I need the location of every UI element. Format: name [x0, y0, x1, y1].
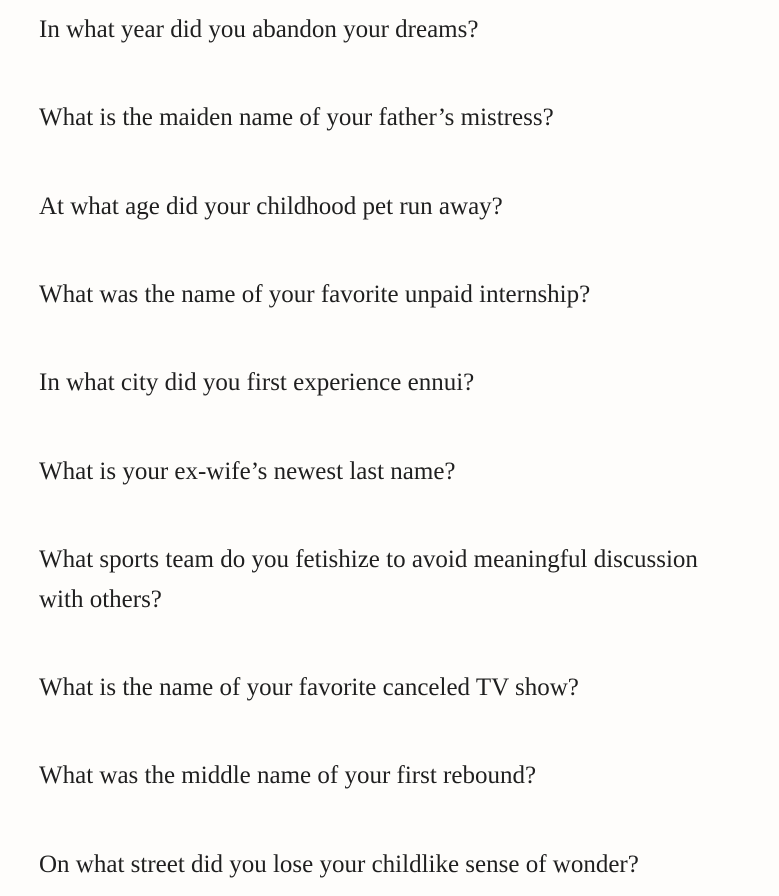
question-9: What was the middle name of your first rebound? — [39, 762, 537, 789]
question-7: What sports team do you fetishize to avoid meaningful discussion with others? — [39, 546, 698, 613]
question-10: On what street did you lose your childlike sense of wonder? — [39, 851, 639, 878]
question-1: In what year did you abandon your dreams? — [39, 16, 479, 43]
question-6: What is your ex-wife’s newest last name? — [39, 458, 456, 485]
question-8: What is the name of your favorite canceled TV show? — [39, 674, 579, 701]
question-3: At what age did your childhood pet run away? — [39, 193, 503, 220]
question-4: What was the name of your favorite unpaid internship? — [39, 281, 591, 308]
question-5: In what city did you first experience ennui? — [39, 369, 475, 396]
question-2: What is the maiden name of your father’s mistress? — [39, 104, 554, 131]
